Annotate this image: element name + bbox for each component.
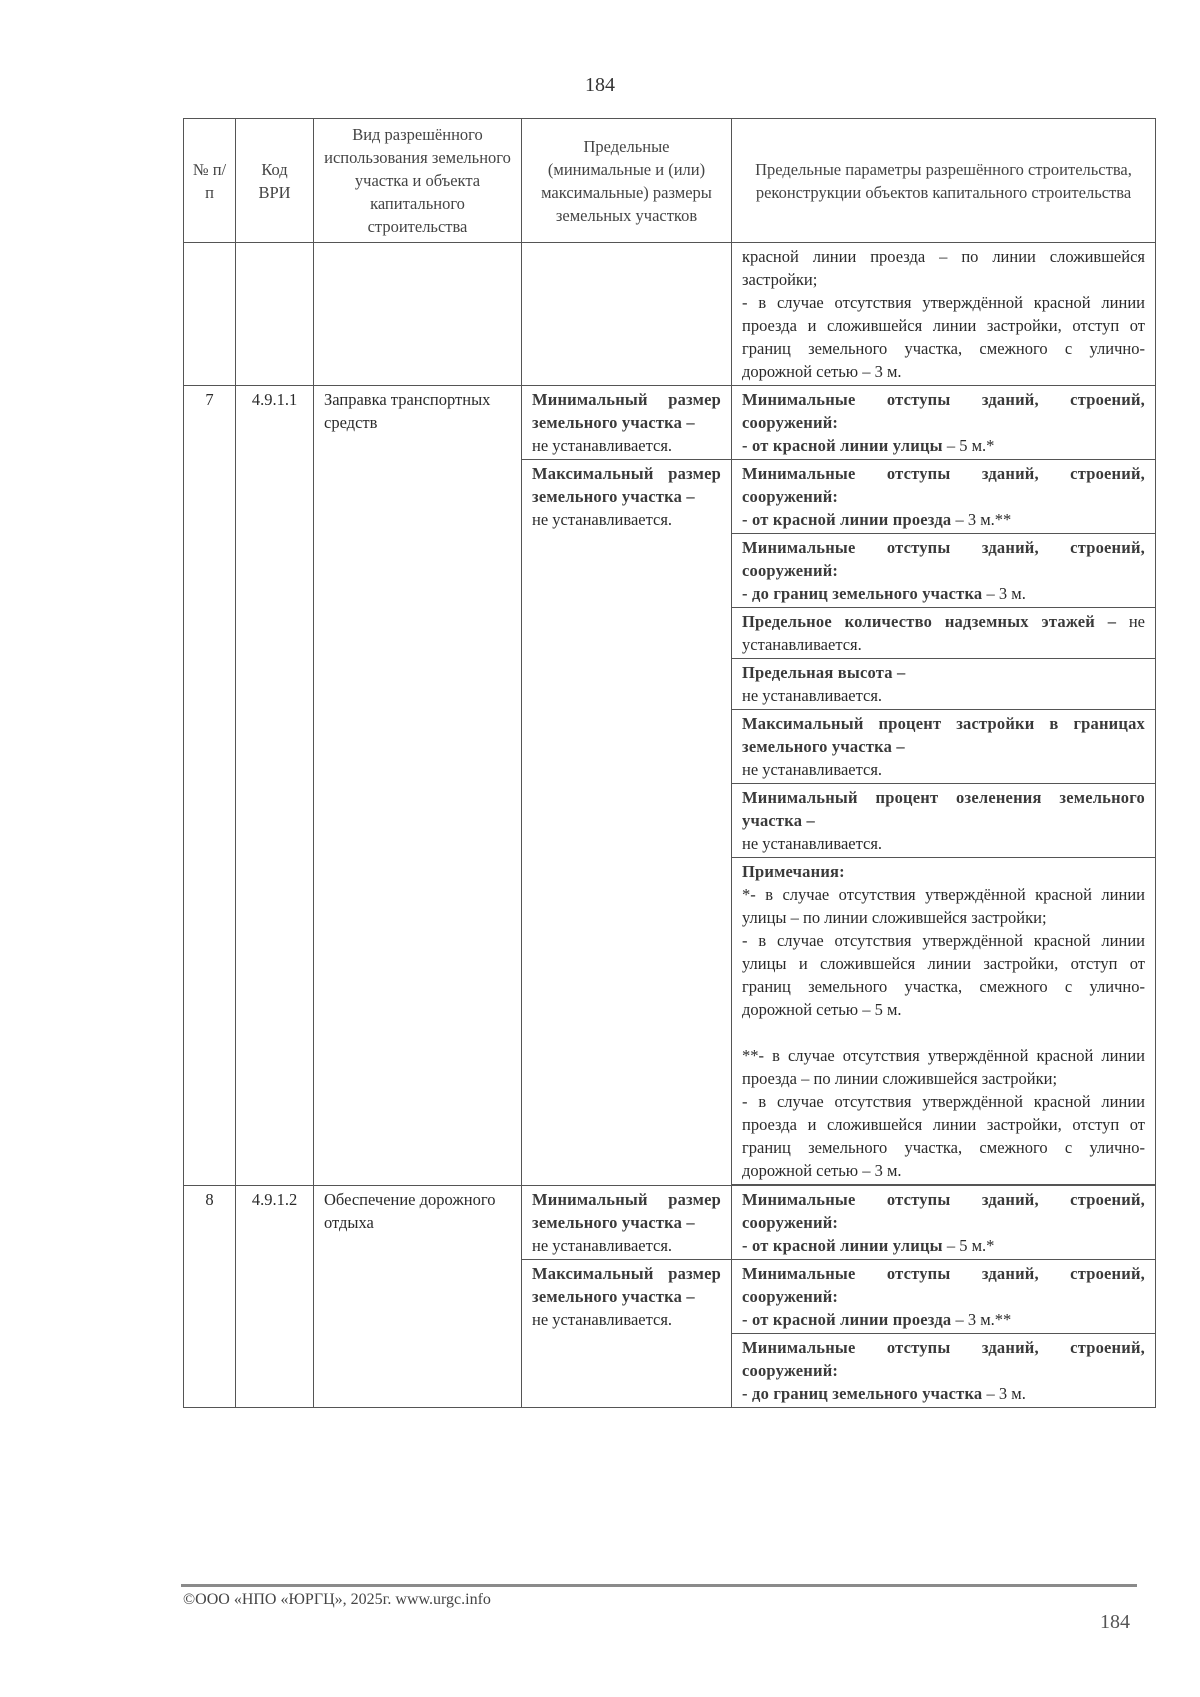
param-line-value: – 3 м. (982, 584, 1026, 603)
notes-title: Примечания: (742, 862, 845, 881)
cell-empty (522, 243, 732, 386)
param-line-value: – 3 м.** (951, 1310, 1012, 1329)
note-item: - в случае отсутствия утверждённой красной линии улицы и сложившейся линии застройки, отступ от границ земельного участка, смежного с улично-дорожной сетью – 5 м. (742, 931, 1145, 1019)
regulations-table (183, 118, 1156, 1408)
param-line-label: - от красной линии улицы (742, 436, 943, 455)
param-label: Минимальные отступы зданий, строений, сооружений: (742, 1264, 1145, 1306)
param-line-value: – 3 м. (982, 1384, 1026, 1403)
row-kind: Заправка транспортных средств (314, 386, 522, 1186)
row-num: 7 (184, 386, 236, 1186)
param-line-value: – 5 м.* (942, 1236, 995, 1255)
param-label: Предельное количество надземных этажей – (742, 612, 1117, 631)
param-label: Минимальные отступы зданий, строений, сооружений: (742, 390, 1145, 432)
table-header-row (184, 119, 1156, 243)
param-cell (732, 659, 1156, 710)
param-line-label: - от красной линии проезда (742, 510, 952, 529)
param-label: Максимальный процент застройки в границах земельного участка – (742, 714, 1145, 756)
param-value: не устанавливается. (742, 760, 883, 779)
max-size-label: Максимальный размер земельного участка – (532, 1264, 721, 1306)
param-line-value: – 3 м.** (951, 510, 1012, 529)
min-size-cell (522, 386, 732, 460)
param-cell (732, 1186, 1156, 1260)
max-size-value: не устанавливается. (532, 1310, 673, 1329)
param-cell (732, 608, 1156, 659)
table-row-7-a (184, 386, 1156, 460)
param-value: не устанавливается. (742, 612, 1145, 654)
header-kind: Вид разрешённого использования земельного участка и объекта капитального строительства (314, 119, 522, 243)
min-size-value: не устанавливается. (532, 436, 673, 455)
cell-empty (314, 243, 522, 386)
page-number-bottom: 184 (1100, 1611, 1130, 1633)
min-size-label: Минимальный размер земельного участка – (532, 1190, 721, 1232)
footer-divider (181, 1584, 1137, 1587)
page-number-top: 184 (585, 74, 615, 96)
param-line-label: - от красной линии проезда (742, 1310, 952, 1329)
footer-copyright: ©ООО «НПО «ЮРГЦ», 2025г. www.urgc.info (183, 1591, 491, 1608)
param-line-label: - до границ земельного участка (742, 584, 983, 603)
header-sizes: Предельные (минимальные и (или) максимальные) размеры земельных участков (522, 119, 732, 243)
param-value: не устанавливается. (742, 686, 883, 705)
param-label: Минимальные отступы зданий, строений, сооружений: (742, 464, 1145, 506)
row-code: 4.9.1.2 (236, 1186, 314, 1408)
notes-cell (732, 858, 1156, 1185)
row-num: 8 (184, 1186, 236, 1408)
max-size-cell (522, 460, 732, 1186)
param-line-label: - от красной линии улицы (742, 1236, 943, 1255)
param-line-label: - до границ земельного участка (742, 1384, 983, 1403)
param-cell (732, 1334, 1156, 1408)
continuation-text: красной линии проезда – по линии сложившейся застройки; - в случае отсутствия утверждённой красной линии проезда и сложившейся линии застройки, отступ от границ земельного участка, смежного с улично-дорожной сетью – 3 м. (732, 243, 1156, 386)
param-cell (732, 460, 1156, 534)
note-item: - в случае отсутствия утверждённой красной линии проезда и сложившейся линии застройки, отступ от границ земельного участка, смежного с улично-дорожной сетью – 3 м. (742, 1092, 1145, 1180)
min-size-label: Минимальный размер земельного участка – (532, 390, 721, 432)
param-label: Минимальные отступы зданий, строений, сооружений: (742, 1190, 1145, 1232)
header-num: № п/п (184, 119, 236, 243)
param-cell (732, 534, 1156, 608)
cell-empty (184, 243, 236, 386)
max-size-label: Максимальный размер земельного участка – (532, 464, 721, 506)
param-value: не устанавливается. (742, 834, 883, 853)
min-size-cell (522, 1186, 732, 1260)
min-size-value: не устанавливается. (532, 1236, 673, 1255)
param-cell (732, 710, 1156, 784)
param-line-value: – 5 м.* (942, 436, 995, 455)
max-size-cell (522, 1260, 732, 1408)
param-label: Минимальные отступы зданий, строений, сооружений: (742, 1338, 1145, 1380)
max-size-value: не устанавливается. (532, 510, 673, 529)
row-kind: Обеспечение дорожного отдыха (314, 1186, 522, 1408)
cell-empty (236, 243, 314, 386)
param-cell (732, 386, 1156, 460)
param-label: Минимальный процент озеленения земельного участка – (742, 788, 1145, 830)
table-row-8-a (184, 1186, 1156, 1260)
table-row-continuation (184, 243, 1156, 386)
note-item: *- в случае отсутствия утверждённой красной линии улицы – по линии сложившейся застройки; (742, 885, 1145, 927)
header-code: Код ВРИ (236, 119, 314, 243)
header-params: Предельные параметры разрешённого строительства, реконструкции объектов капитального строительства (732, 119, 1156, 243)
param-cell (732, 1260, 1156, 1334)
row-code: 4.9.1.1 (236, 386, 314, 1186)
param-label: Предельная высота – (742, 663, 906, 682)
param-label: Минимальные отступы зданий, строений, сооружений: (742, 538, 1145, 580)
note-item: **- в случае отсутствия утверждённой красной линии проезда – по линии сложившейся застройки; (742, 1046, 1145, 1088)
param-cell (732, 784, 1156, 858)
